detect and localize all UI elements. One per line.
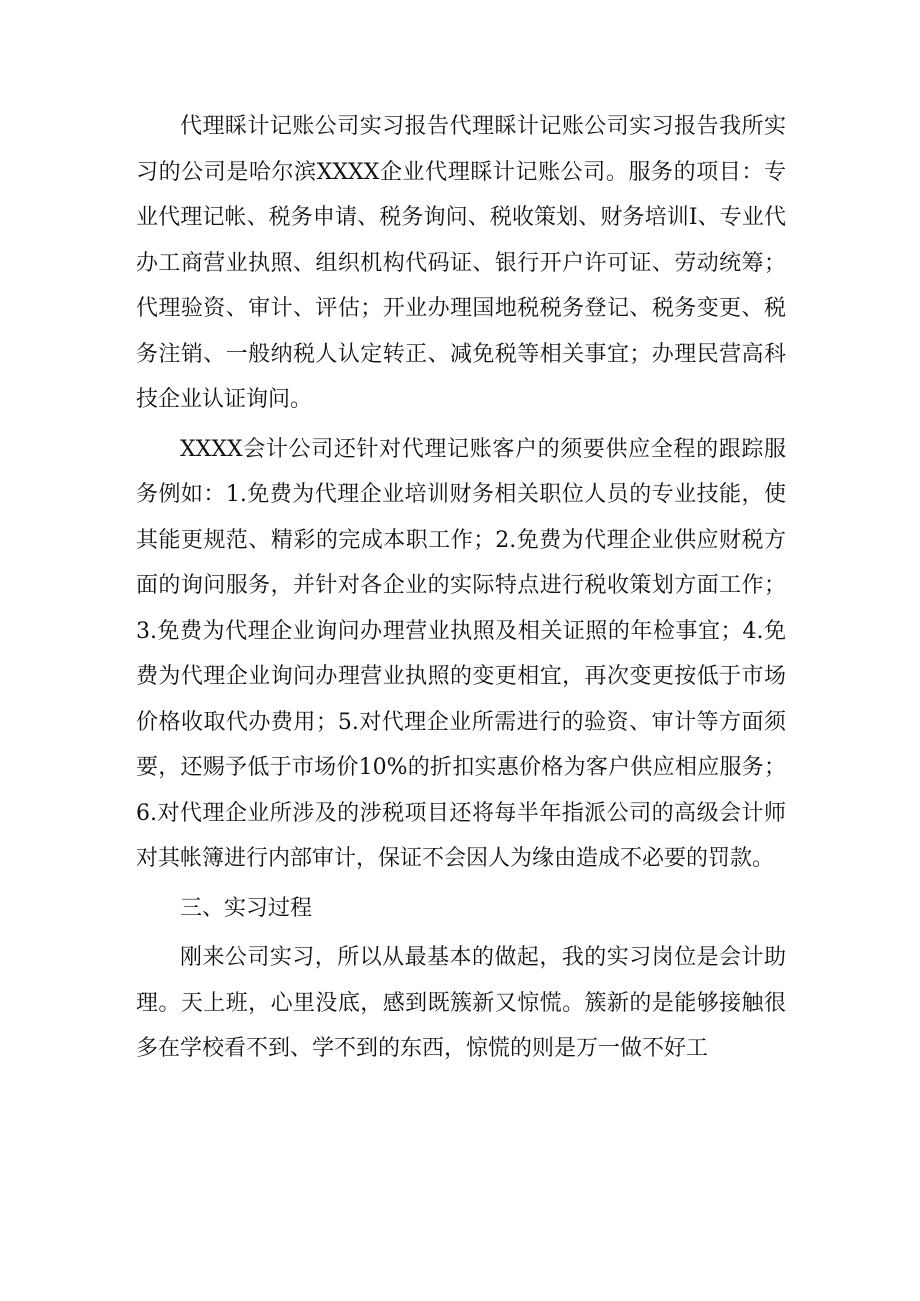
section-heading: 三、实习过程 — [180, 895, 313, 921]
document-body — [136, 104, 786, 1076]
paragraph-internship-process: 刚来公司实习，所以从最基本的做起，我的实习岗位是会计助理。天上班，心里没底，感到既簇新又惊慌。簇新的是能够接触很多在学校看不到、学不到的东西，惊慌的则是万一做不好工 — [136, 945, 786, 1061]
paragraph-company-services: 代理睬计记账公司实习报告代理睬计记账公司实习报告我所实习的公司是哈尔滨XXXX企业代理睬计记账公司。服务的项目：专业代理记帐、税务申请、税务询问、税收策划、财务培训I、专业代办工商营业执照、组织机构代码证、银行开户许可证、劳动统筹；代理验资、审计、评估；开业办理国地税税务登记、税务变更、税务注销、一般纳税人认定转正、减免税等相关事宜；办理民营高科技企业认证询问。 — [136, 114, 786, 412]
paragraph-tracking-services: XXXX会计公司还针对代理记账客户的须要供应全程的跟踪服务例如：1.免费为代理企业培训财务相关职位人员的专业技能，使其能更规范、精彩的完成本职工作；2.免费为代理企业供应财税方面的询问服务，并针对各企业的实际特点进行税收策划方面工作；3.免费为代理企业询问办理营业执照及相关证照的年检事宜；4.免费为代理企业询问办理营业执照的变更相宜，再次变更按低于市场价格收取代办费用；5.对代理企业所需进行的验资、审计等方面须要，还赐予低于市场价10%的折扣实惠价格为客户供应相应服务；6.对代理企业所涉及的涉税项目还将每半年指派公司的高级会计师对其帐簿进行内部审计，保证不会因人为缘由造成不必要的罚款。 — [136, 436, 786, 871]
